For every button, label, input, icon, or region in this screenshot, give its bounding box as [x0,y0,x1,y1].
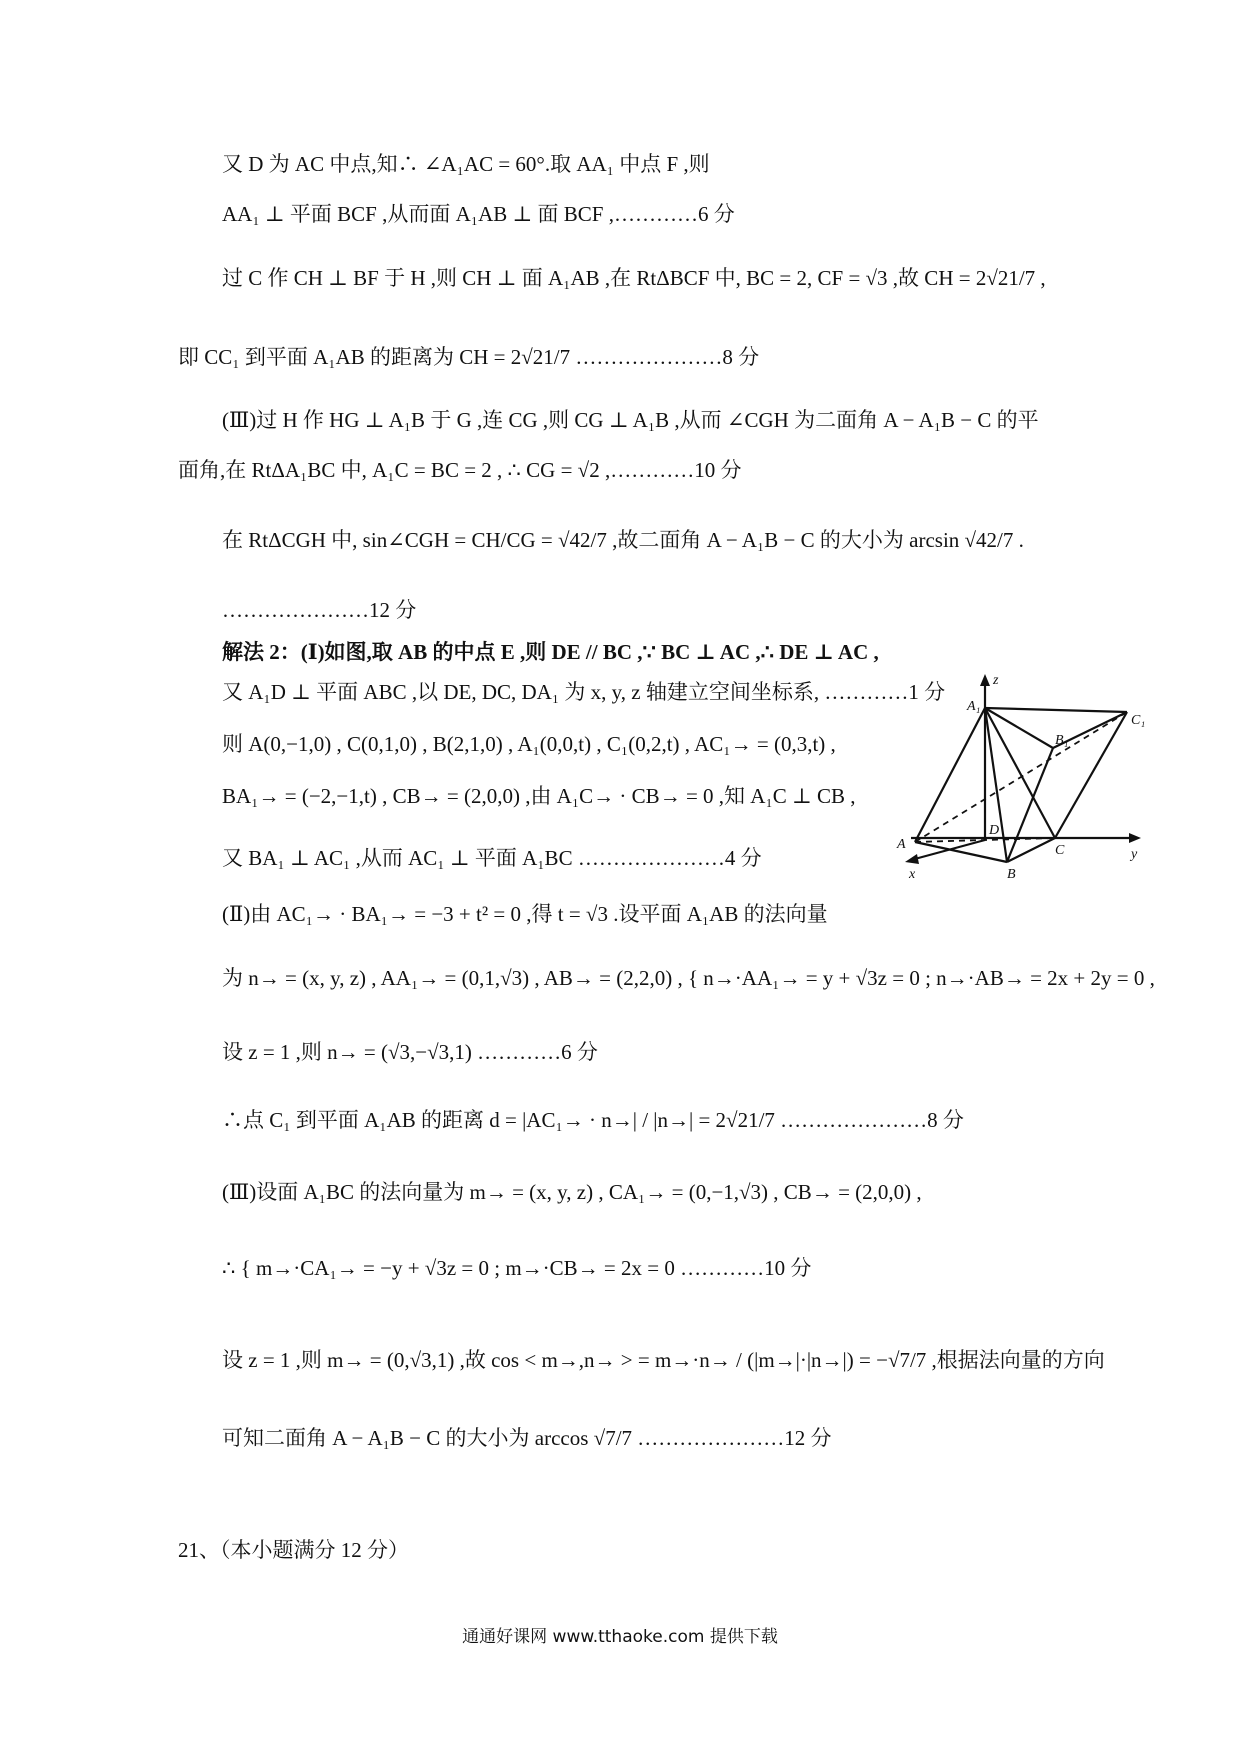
text-line-8: …………………12 分 [222,598,417,622]
edge-b-b1 [1007,748,1053,862]
edge-a1-c1 [985,708,1127,712]
label-a: A [897,837,906,852]
prism-figure [895,670,1145,880]
text-line-2: AA₁ ⊥ 平面 BCF ,从而面 A₁AB ⊥ 面 BCF ,…………6 分 [222,202,735,226]
text-line-4: 即 CC₁ 到平面 A₁AB 的距离为 CH = 2√21/7 …………………8 分 [178,345,760,369]
text-line-20: 设 z = 1 ,则 m→ = (0,√3,1) ,故 cos < m→,n→ > = m→·n→ / (|m→|·|n→|) = −√7/7 ,根据法向量的方向 [222,1348,1105,1372]
text-line-15: 为 n→ = (x, y, z) , AA₁→ = (0,1,√3) , AB→ = (2,2,0) , { n→·AA₁→ = y + √3z = 0 ; n→·AB→ = 2x + 2y = 0 , [222,966,1155,990]
label-z: z [993,673,999,688]
text-line-13: 又 BA₁ ⊥ AC₁ ,从而 AC₁ ⊥ 平面 A₁BC …………………4 分 [222,846,762,870]
label-d: D [989,823,1000,838]
label-y: y [1131,847,1138,862]
label-a1: A₁ [967,699,981,714]
page-footer: 通通好课网 www.tthaoke.com 提供下载 [462,1627,778,1647]
text-line-9: 解法 2：(Ⅰ)如图,取 AB 的中点 E ,则 DE // BC ,∵ BC ⊥ AC ,∴ DE ⊥ AC , [222,640,879,664]
text-line-1: 又 D 为 AC 中点,知∴ ∠A₁AC = 60°.取 AA₁ 中点 F ,则 [222,152,710,176]
text-line-16: 设 z = 1 ,则 n→ = (√3,−√3,1) …………6 分 [222,1040,598,1064]
label-c: C [1055,843,1065,858]
text-line-19: ∴ { m→·CA₁→ = −y + √3z = 0 ; m→·CB→ = 2x = 0 …………10 分 [222,1256,812,1280]
text-line-3: 过 C 作 CH ⊥ BF 于 H ,则 CH ⊥ 面 A₁AB ,在 RtΔBCF 中, BC = 2, CF = √3 ,故 CH = 2√21/7 , [222,266,1046,290]
dashed-a-c1 [915,712,1127,842]
text-line-10: 又 A₁D ⊥ 平面 ABC ,以 DE, DC, DA₁ 为 x, y, z 轴建立空间坐标系, …………1 分 [222,680,946,704]
text-line-17: ∴点 C₁ 到平面 A₁AB 的距离 d = |AC₁→ · n→| / |n→| = 2√21/7 …………………8 分 [222,1108,964,1132]
text-line-21: 可知二面角 A − A₁B − C 的大小为 arccos √7/7 …………………12 分 [222,1426,832,1450]
y-arrow [1129,833,1141,843]
text-line-6: 面角,在 RtΔA₁BC 中, A₁C = BC = 2 , ∴ CG = √2 ,…………10 分 [178,458,742,482]
label-b: B [1007,867,1016,880]
z-arrow [980,674,990,686]
edge-a-a1 [915,708,985,842]
text-line-5: (Ⅲ)过 H 作 HG ⊥ A₁B 于 G ,连 CG ,则 CG ⊥ A₁B ,从而 ∠CGH 为二面角 A − A₁B − C 的平 [222,408,1039,432]
label-b1: B₁ [1055,733,1069,748]
text-line-18: (Ⅲ)设面 A₁BC 的法向量为 m→ = (x, y, z) , CA₁→ = (0,−1,√3) , CB→ = (2,0,0) , [222,1180,922,1204]
x-arrow [905,854,919,864]
text-line-22: 21、（本小题满分 12 分） [178,1538,409,1562]
text-line-14: (Ⅱ)由 AC₁→ · BA₁→ = −3 + t² = 0 ,得 t = √3 .设平面 A₁AB 的法向量 [222,902,828,926]
edge-a-b [915,842,1007,862]
label-c1: C₁ [1131,713,1145,728]
edge-c-c1 [1055,712,1127,838]
text-line-11: 则 A(0,−1,0) , C(0,1,0) , B(2,1,0) , A₁(0,0,t) , C₁(0,2,t) , AC₁→ = (0,3,t) , [222,732,836,756]
label-x: x [909,867,916,880]
text-line-7: 在 RtΔCGH 中, sin∠CGH = CH/CG = √42/7 ,故二面角 A − A₁B − C 的大小为 arcsin √42/7 . [222,528,1024,552]
text-line-12: BA₁→ = (−2,−1,t) , CB→ = (2,0,0) ,由 A₁C→ · CB→ = 0 ,知 A₁C ⊥ CB , [222,784,856,808]
